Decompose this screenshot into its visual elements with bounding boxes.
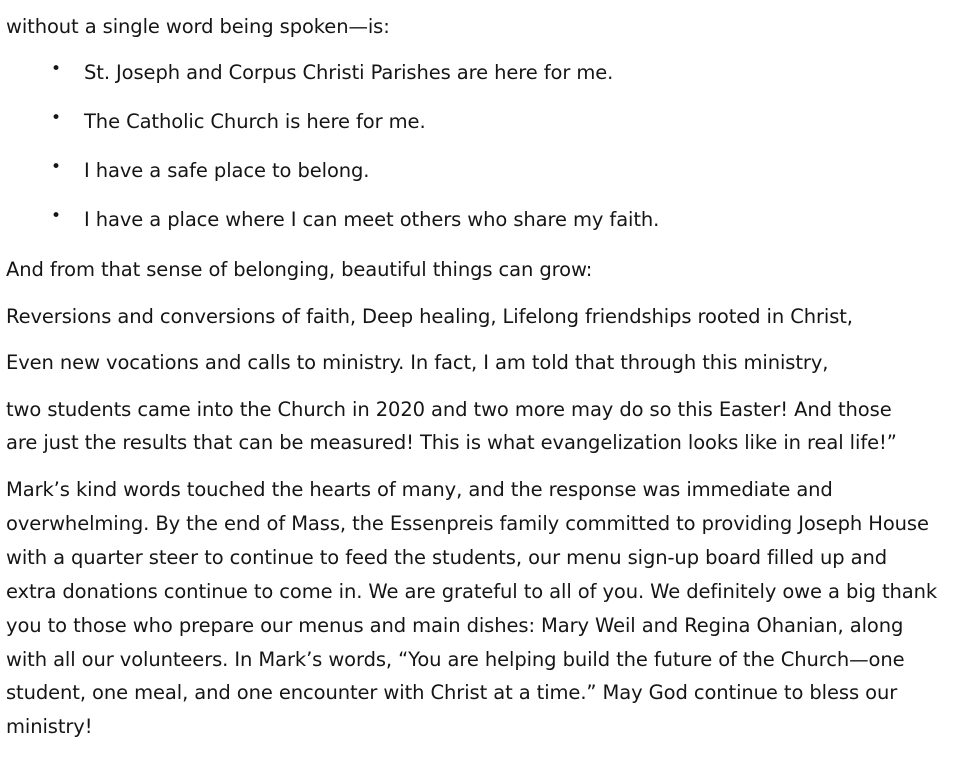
paragraph-belonging: And from that sense of belonging, beautiful things can grow: xyxy=(6,258,593,282)
list-item: • St. Joseph and Corpus Christi Parishes are here for me. xyxy=(6,57,943,88)
quote-line-1: two students came into the Church in 2020 and two more may do so this Easter! And those xyxy=(6,397,892,421)
list-item: • The Catholic Church is here for me. xyxy=(6,106,943,137)
closing-paragraph: Mark’s kind words touched the hearts of many, and the response was immediate and overwhelming. By the end of Mass, the Essenpreis family committed to providing Joseph House with a quarter steer to continue to feed the students, our menu sign-up board filled up and extra donations continue to come in. We are grateful to all of you. We definitely owe a big thank you to those who prepare our menus and main dishes: Mary Weil and Regina Ohanian, along with all our volunteers. In Mark’s words, “You are helping build the future of the Church—one student, one meal, and one encounter with Christ at a time.” May God continue to bless our ministry! xyxy=(6,477,938,739)
quote-block xyxy=(6,393,943,460)
paragraph-fruits: Reversions and conversions of faith, Deep healing, Lifelong friendships rooted in Christ, xyxy=(6,304,853,328)
intro-line: without a single word being spoken—is: xyxy=(6,15,390,38)
list-item: • I have a place where I can meet others who share my faith. xyxy=(6,204,943,235)
list-item: • I have a safe place to belong. xyxy=(6,155,943,186)
bullet-list xyxy=(6,57,943,236)
quote-line-2: are just the results that can be measured! This is what evangelization looks like in real life!” xyxy=(6,431,897,455)
paragraph-vocations: Even new vocations and calls to ministry. In fact, I am told that through this ministry, xyxy=(6,351,829,375)
